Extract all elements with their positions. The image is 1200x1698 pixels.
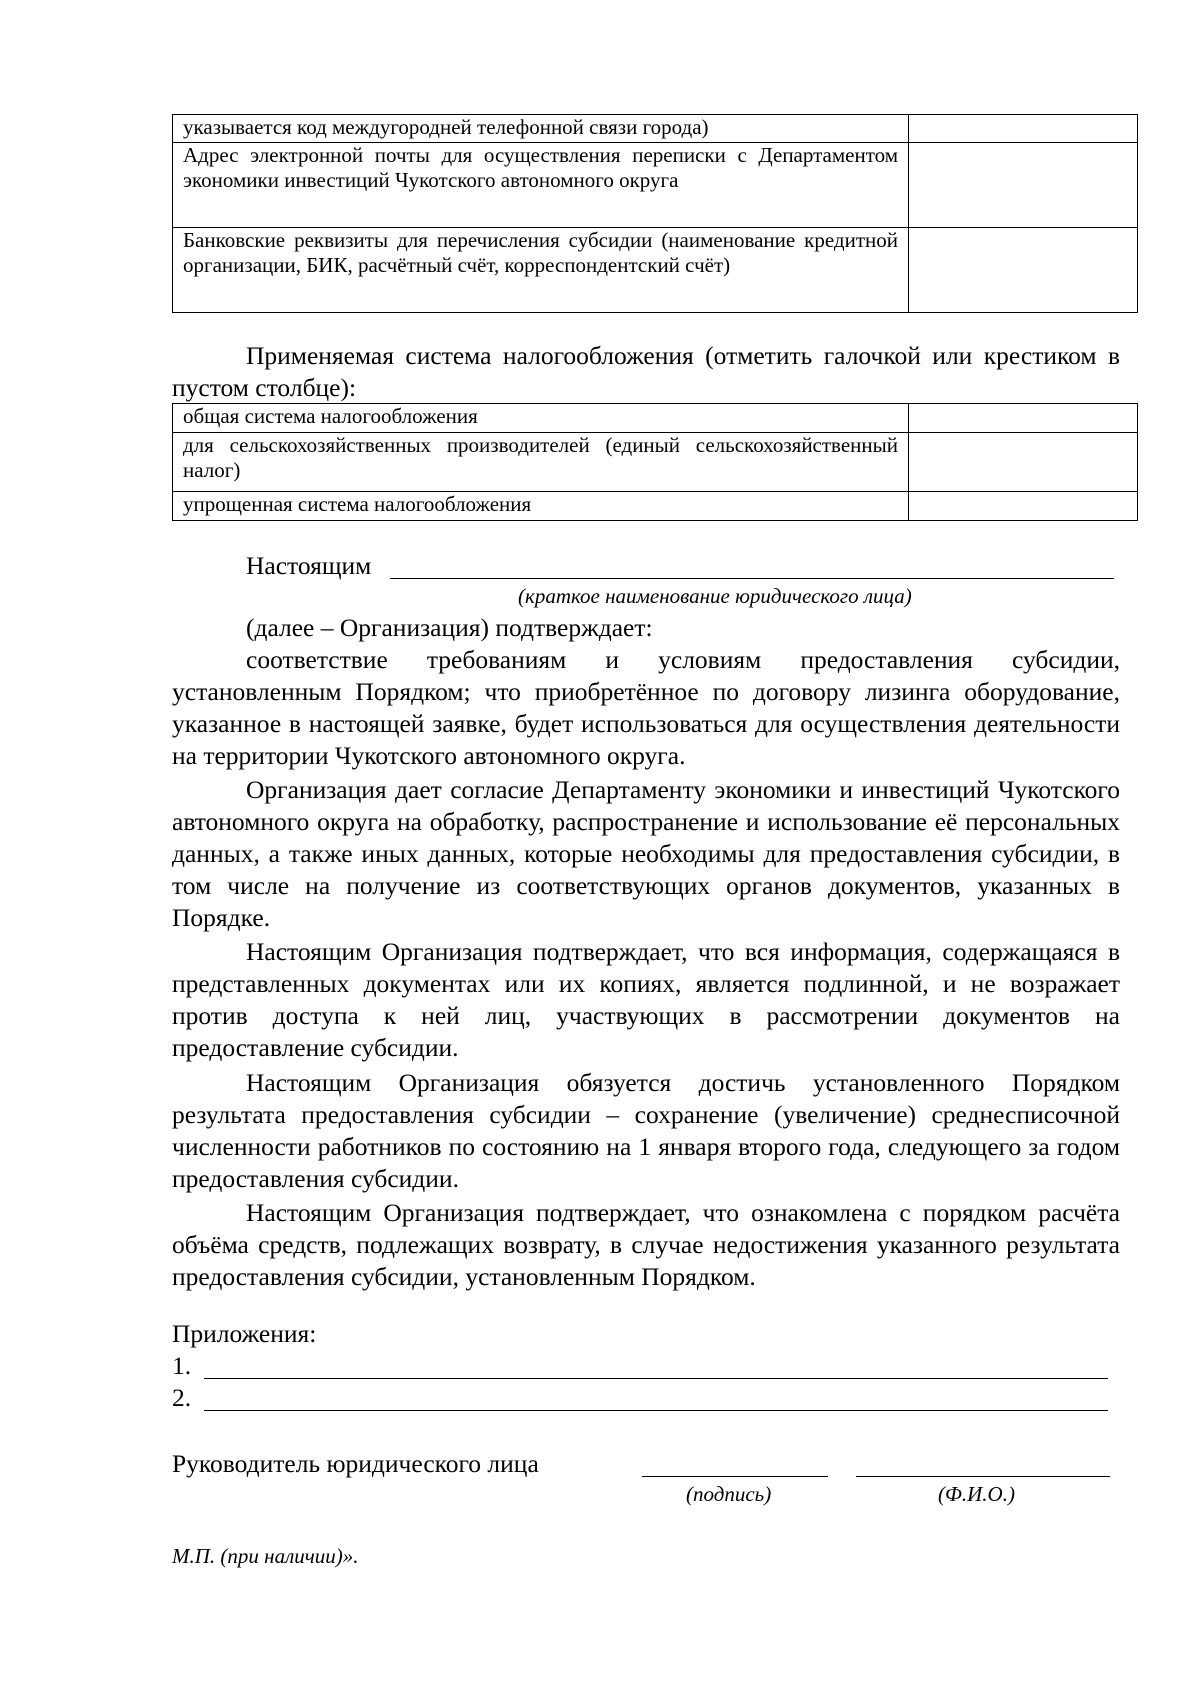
declaration-paragraph: Настоящим Организация подтверждает, что вся информация, содержащаяся в представленных документах или их копиях, является подлинной, и не возражает против доступа к ней лиц, участвующих в рассмотрении документов на предоставление субсидии. xyxy=(172,937,1120,1062)
full-name-hint: (Ф.И.О.) xyxy=(938,1482,1015,1506)
contacts-row-bank: Банковские реквизиты для перечисления субсидии (наименование кредитной организации, БИК, расчётный счёт, корреспондентский счёт) xyxy=(173,228,909,313)
table-row xyxy=(173,433,1138,492)
tax-option-general: общая система налогообложения xyxy=(173,404,909,433)
declaration-paragraph: соответствие требованиям и условиям предоставления субсидии, установленным Порядком; что приобретённое по договору лизинга оборудование, указанное в настоящей заявке, будет использоваться для осуществления деятельности на территории Чукотского автономного округа. xyxy=(172,645,1120,770)
declaration-confirms: (далее – Организация) подтверждает: xyxy=(246,613,653,642)
contacts-table xyxy=(172,114,1138,313)
table-row xyxy=(173,492,1138,521)
attachment-line[interactable] xyxy=(204,1410,1108,1411)
head-label: Руководитель юридического лица xyxy=(172,1449,539,1478)
table-row xyxy=(173,143,1138,228)
full-name-line[interactable] xyxy=(856,1476,1110,1477)
contacts-value-cell[interactable] xyxy=(909,143,1138,228)
org-name-hint: (краткое наименование юридического лица) xyxy=(518,584,912,608)
table-row xyxy=(173,228,1138,313)
contacts-value-cell[interactable] xyxy=(909,115,1138,143)
table-row xyxy=(173,404,1138,433)
declaration-paragraph: Настоящим Организация обязуется достичь установленного Порядком результата предоставления субсидии – сохранение (увеличение) среднесписочной численности работников по состоянию на 1 января второго года, следующего за годом предоставления субсидии. xyxy=(172,1068,1120,1193)
tax-option-agricultural: для сельскохозяйственных производителей (единый сельскохозяйственный налог) xyxy=(173,433,909,492)
contacts-value-cell[interactable] xyxy=(909,228,1138,313)
declaration-lead: Настоящим xyxy=(246,551,372,580)
attachment-number: 2. xyxy=(172,1383,192,1412)
tax-option-simplified: упрощенная система налогообложения xyxy=(173,492,909,521)
tax-option-checkbox-cell[interactable] xyxy=(909,433,1138,492)
tax-intro: Применяемая система налогообложения (отметить галочкой или крестиком в пустом столбце): xyxy=(172,341,1120,402)
attachment-line[interactable] xyxy=(204,1378,1108,1379)
declaration-paragraph: Настоящим Организация подтверждает, что ознакомлена с порядком расчёта объёма средств, подлежащих возврату, в случае недостижения указанного результата предоставления субсидии, установленным Порядком. xyxy=(172,1198,1120,1291)
declaration-paragraph: Организация дает согласие Департаменту экономики и инвестиций Чукотского автономного округа на обработку, распространение и использование её персональных данных, а также иных данных, которые необходимы для предоставления субсидии, в том числе на получение из соответствующих органов документов, указанных в Порядке. xyxy=(172,775,1120,932)
signature-hint: (подпись) xyxy=(686,1482,772,1506)
org-name-line[interactable] xyxy=(390,578,1114,579)
contacts-row-email: Адрес электронной почты для осуществления переписки с Департаментом экономики инвестиций Чукотского автономного округа xyxy=(173,143,909,228)
contacts-row-phone-note: указывается код междугородней телефонной связи города) xyxy=(173,115,909,143)
tax-table xyxy=(172,403,1138,521)
attachment-number: 1. xyxy=(172,1351,192,1380)
stamp-note: М.П. (при наличии)». xyxy=(172,1544,359,1568)
attachments-title: Приложения: xyxy=(172,1319,317,1348)
tax-option-checkbox-cell[interactable] xyxy=(909,492,1138,521)
signature-line[interactable] xyxy=(642,1476,828,1477)
tax-option-checkbox-cell[interactable] xyxy=(909,404,1138,433)
table-row xyxy=(173,115,1138,143)
